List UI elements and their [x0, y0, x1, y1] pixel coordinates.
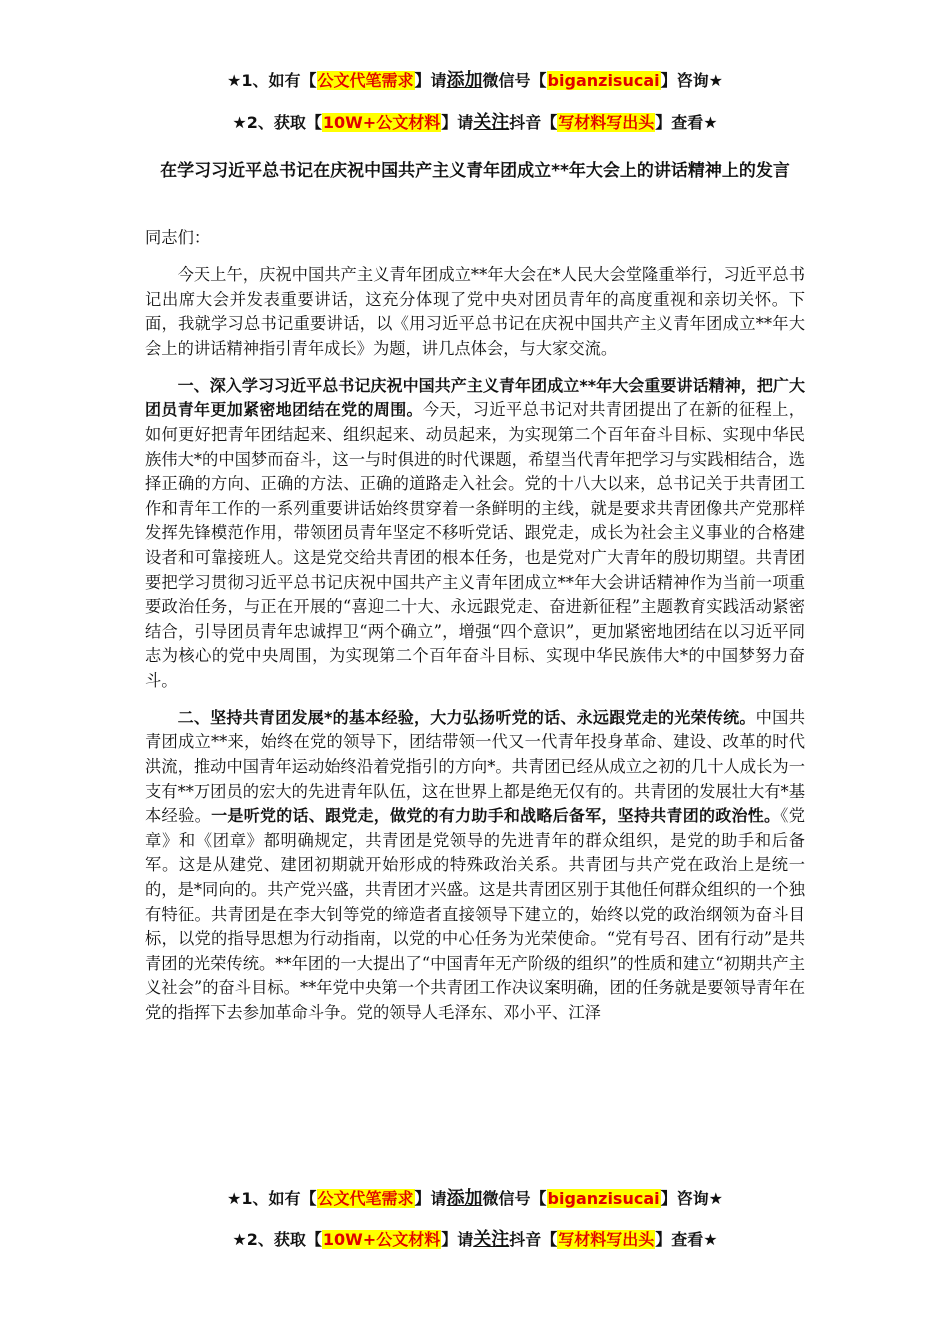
promo-emphasis: 添加: [446, 70, 483, 91]
greeting: 同志们：: [145, 228, 211, 247]
promo-line-2: [0, 112, 950, 134]
promo-text: 微信号【: [482, 71, 547, 90]
section-2-heading: 二、坚持共青团发展*的基本经验，大力弘扬听党的话、永远跟党走的光荣传统。: [177, 707, 756, 727]
promo-highlight: 公文代笔需求: [317, 1189, 414, 1208]
promo-highlight: 公文代笔需求: [317, 71, 414, 90]
promo-text: 】查看★: [655, 1230, 718, 1249]
promo-emphasis: 添加: [446, 1188, 483, 1209]
paragraph-section-1: [145, 374, 805, 694]
promo-text: 抖音【: [509, 113, 558, 132]
promo-text: ★1、如有【: [227, 1189, 317, 1208]
douyin-id-highlight: 写材料写出头: [558, 113, 655, 132]
section-1-heading: 一、深入学习习近平总书记庆祝中国共产主义青年团成立**年大会重要讲话精神，把广大团员青年更加紧密地团结在党的周围。: [145, 375, 805, 420]
section-1-text: 今天，习近平总书记对共青团提出了在新的征程上，如何更好把青年团结起来、组织起来、动员起来，为实现第二个百年奋斗目标、实现中华民族伟大*的中国梦而奋斗，这一与时俱进的时代课题，希望当代青年把学习与实践相结合，选择正确的方向、正确的方法、正确的道路走入社会。党的十八大以来，总书记关于共青团工作和青年工作的一系列重要讲话始终贯穿着一条鲜明的主线，就是要求共青团像共产党那样发挥先锋模范作用，带领团员青年坚定不移听党话、跟党走，成长为社会主义事业的合格建设者和可靠接班人。这是党交给共青团的根本任务，也是党对广大青年的殷切期望。共青团要把学习贯彻习近平总书记庆祝中国共产主义青年团成立**年大会讲话精神作为当前一项重要政治任务，与正在开展的“喜迎二十大、永远跟党走、奋进新征程”主题教育实践活动紧密结合，引导团员青年忠诚捍卫“两个确立”，增强“四个意识”，更加紧密地团结在以习近平同志为核心的党中央周围，为实现第二个百年奋斗目标、实现中华民族伟大*的中国梦努力奋斗。: [145, 400, 805, 690]
document-body: [145, 226, 805, 1026]
promo-text: 】请: [414, 1189, 447, 1208]
section-2-text-continued: 《党章》和《团章》都明确规定，共青团是党领导的先进青年的群众组织，是党的助手和后备军。这是从建党、建团初期就开始形成的特殊政治关系。共青团与共产党在政治上是统一的，是*同向的。共产党兴盛，共青团才兴盛。这是共青团区别于其他任何群众组织的一个独有特征。共青团是在李大钊等党的缔造者直接领导下建立的，始终以党的政治纲领为奋斗目标，以党的指导思想为行动指南，以党的中心任务为光荣使命。“党有号召、团有行动”是共青团的光荣传统。**年团的一大提出了“中国青年无产阶级的组织”的性质和建立“初期共产主义社会”的奋斗目标。**年党中央第一个共青团工作决议案明确，团的任务就是要领导青年在党的指挥下去参加革命斗争。党的领导人毛泽东、邓小平、江泽: [145, 806, 805, 1022]
promo-text: 抖音【: [509, 1230, 558, 1249]
promo-text: ★2、获取【: [232, 113, 322, 132]
promo-text: 】咨询★: [660, 1189, 723, 1208]
paragraph-section-2: [145, 706, 805, 1026]
paragraph-intro: 今天上午，庆祝中国共产主义青年团成立**年大会在*人民大会堂隆重举行，习近平总书记出席大会并发表重要讲话，这充分体现了党中央对团员青年的高度重视和亲切关怀。下面，我就学习总书记重要讲话，以《用习近平总书记在庆祝中国共产主义青年团成立**年大会上的讲话精神指引青年成长》为题，讲几点体会，与大家交流。: [145, 264, 805, 358]
promo-text: ★1、如有【: [227, 71, 317, 90]
promo-emphasis: 关注: [473, 1229, 510, 1250]
promo-line-1-bottom: [0, 1188, 950, 1210]
promo-highlight: 10W+公文材料: [322, 1230, 441, 1249]
promo-highlight: 10W+公文材料: [322, 113, 441, 132]
promo-text: 】咨询★: [660, 71, 723, 90]
wechat-id-highlight: biganzisucai: [547, 1189, 660, 1208]
promo-emphasis: 关注: [473, 112, 510, 133]
promo-text: 】请: [414, 71, 447, 90]
promo-text: 】请: [441, 113, 474, 132]
wechat-id-highlight: biganzisucai: [547, 71, 660, 90]
douyin-id-highlight: 写材料写出头: [558, 1230, 655, 1249]
document-title: 在学习习近平总书记在庆祝中国共产主义青年团成立**年大会上的讲话精神上的发言: [160, 161, 790, 181]
section-2-subheading: 一是听党的话、跟党走，做党的有力助手和战略后备军，坚持共青团的政治性。: [211, 806, 781, 826]
promo-text: ★2、获取【: [232, 1230, 322, 1249]
section-2-text: 中国共青团成立**来，始终在党的领导下，团结带领一代又一代青年投身革命、建设、改革的时代洪流，推动中国青年运动始终沿着党指引的方向*。共青团已经从成立之初的几十人成长为一支有**万团员的宏大的先进青年队伍，这在世界上都是绝无仅有的。共青团的发展壮大有*基本经验。: [145, 707, 805, 826]
promo-line-1: [0, 70, 950, 92]
promo-text: 微信号【: [482, 1189, 547, 1208]
promo-text: 】请: [441, 1230, 474, 1249]
promo-text: 】查看★: [655, 113, 718, 132]
promo-line-2-bottom: [0, 1229, 950, 1251]
